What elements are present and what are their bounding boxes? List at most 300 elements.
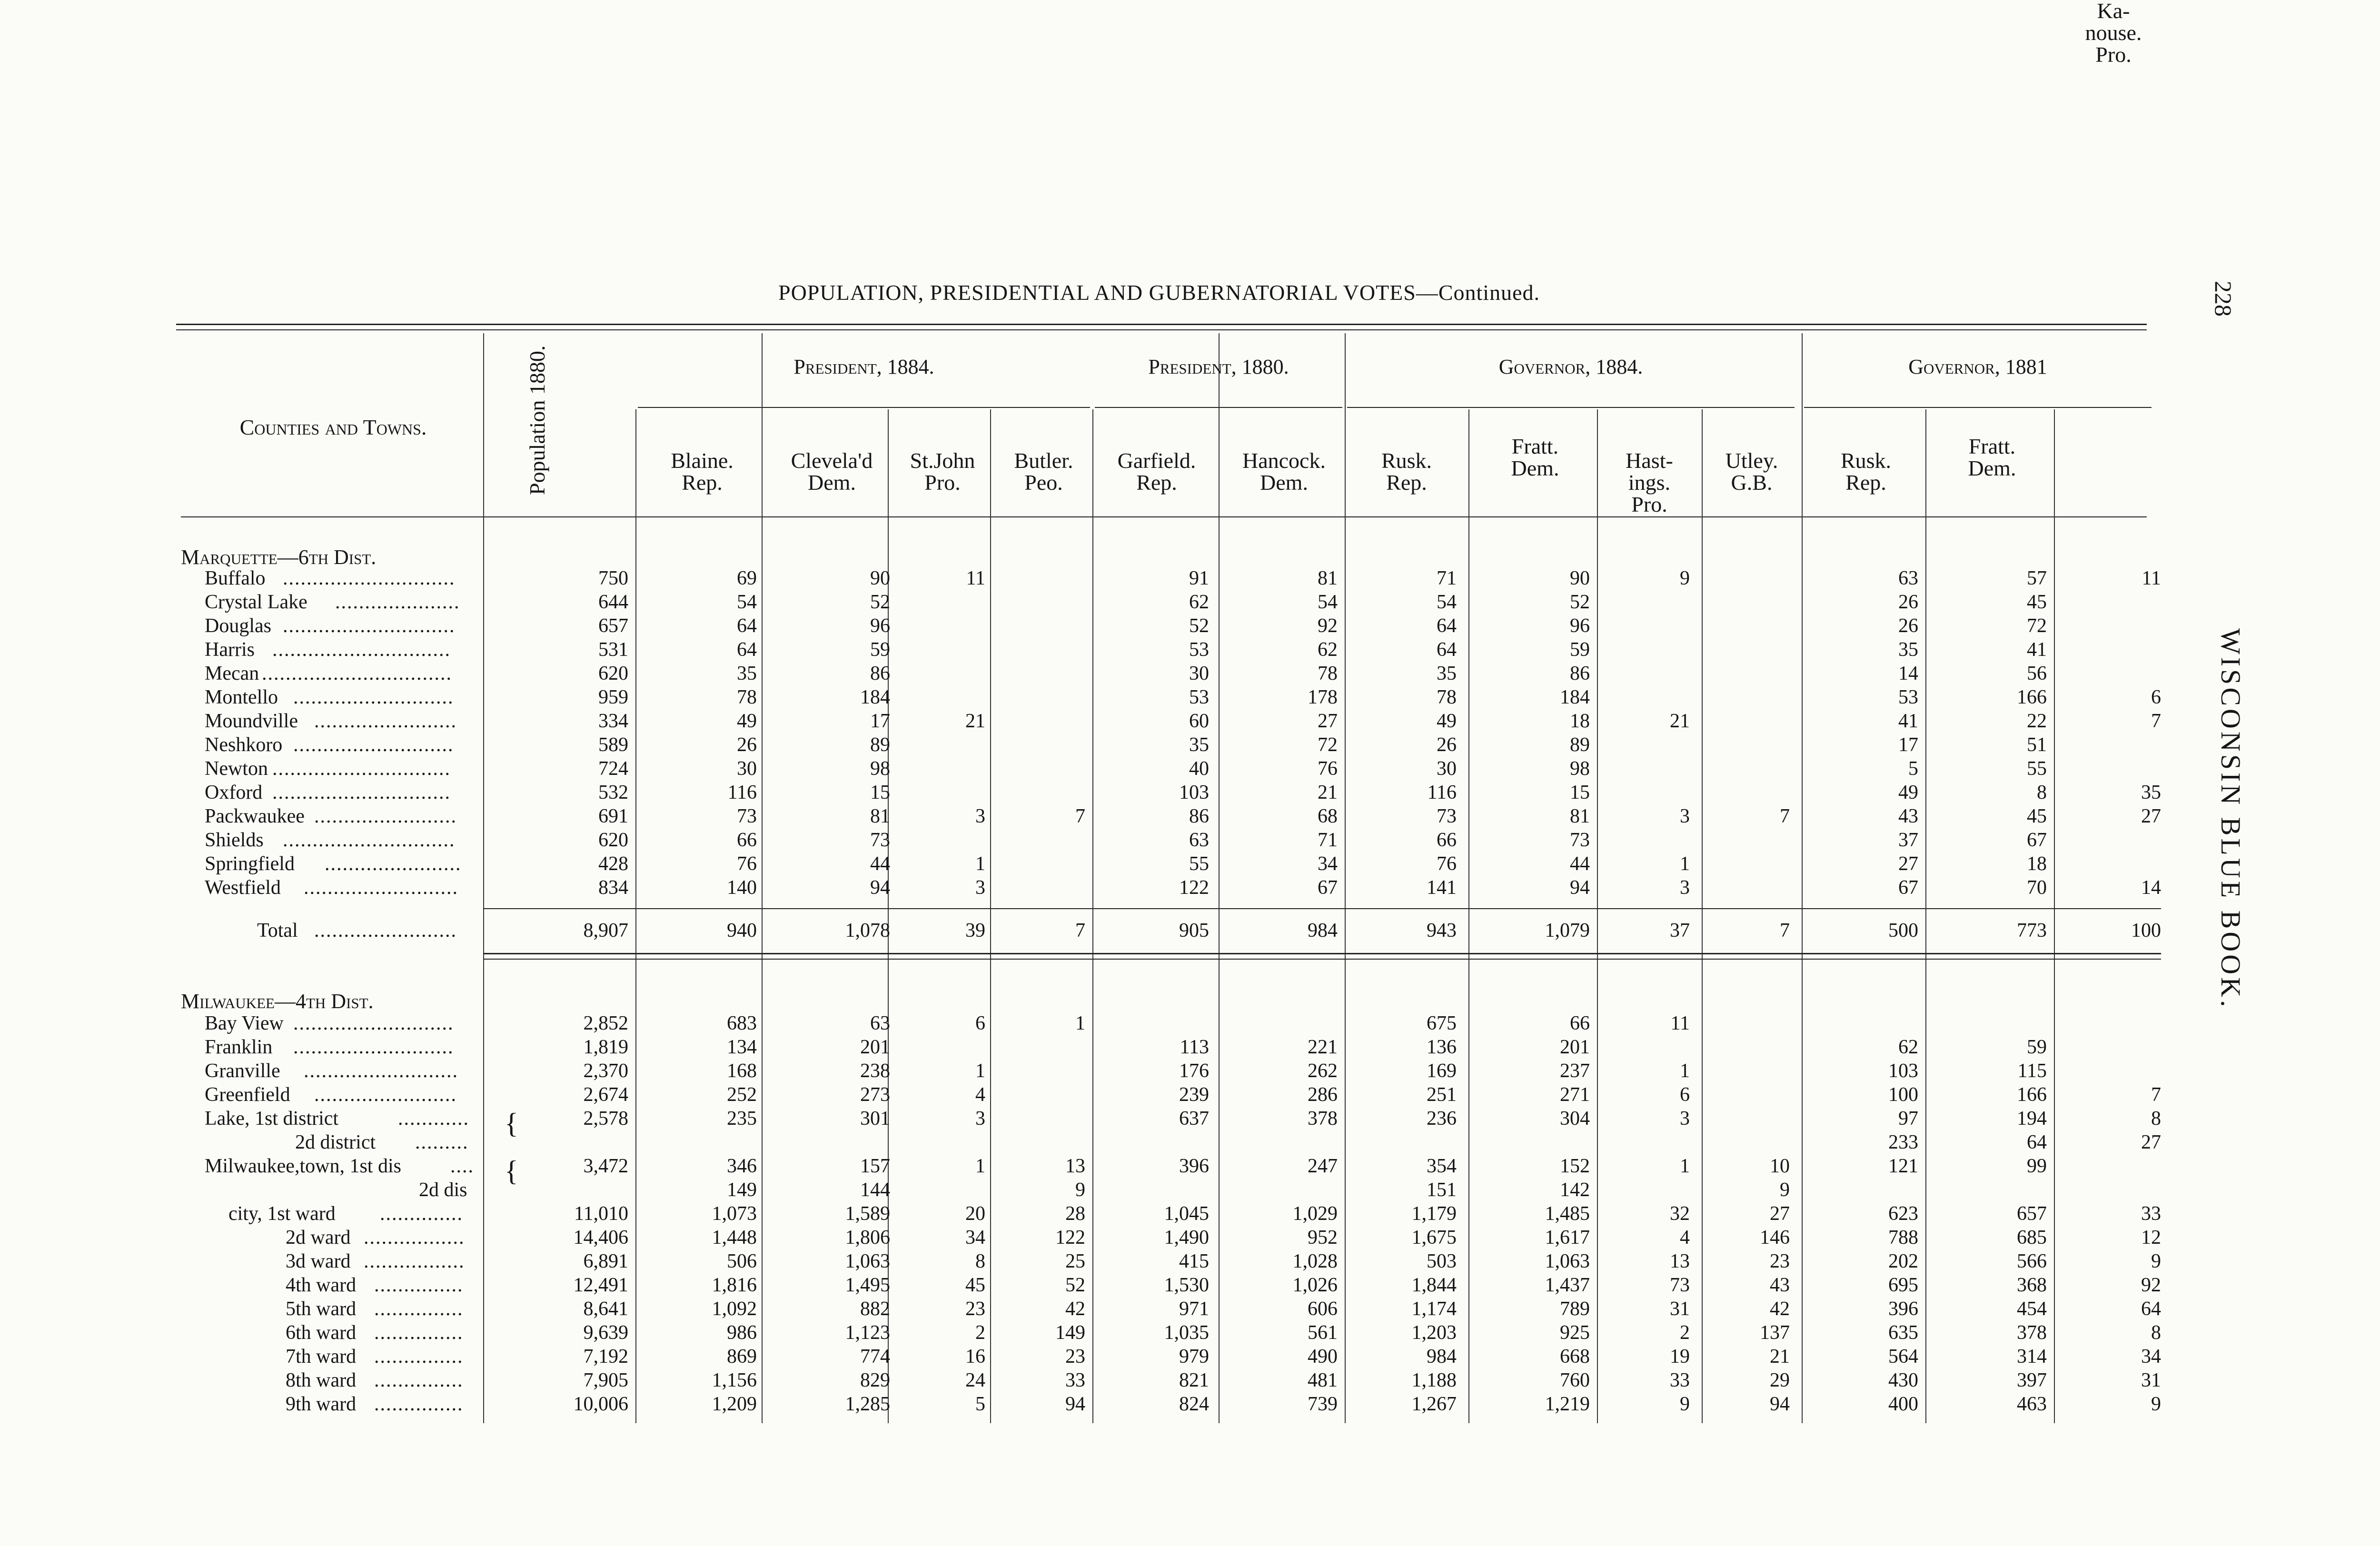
cell-value: 103 <box>1888 1060 1918 1082</box>
cell-value: 73 <box>737 805 757 827</box>
column-header-line: nouse. <box>2085 20 2142 45</box>
row-name: 8th ward <box>286 1369 357 1391</box>
cell-value: 98 <box>870 758 890 780</box>
cell-value: 49 <box>737 710 757 732</box>
table-row <box>0 1202 2380 1226</box>
cell-value: 236 <box>1427 1108 1457 1130</box>
cell-value: 4 <box>1680 1227 1690 1249</box>
cell-value: 7,905 <box>583 1369 628 1391</box>
cell-value: 152 <box>1560 1155 1590 1177</box>
cell-value: 378 <box>2017 1322 2047 1344</box>
column-header-line: Ka- <box>2097 0 2130 23</box>
cell-value: 1,437 <box>1545 1274 1590 1296</box>
cell-value: 149 <box>1055 1322 1085 1344</box>
cell-value: 262 <box>1308 1060 1338 1082</box>
cell-value: 27 <box>2141 805 2161 827</box>
cell-value: 70 <box>2027 877 2047 899</box>
total-rule <box>483 953 2161 954</box>
cell-value: 1,188 <box>1411 1369 1457 1391</box>
cell-value: 2,578 <box>583 1108 628 1130</box>
cell-value: 52 <box>1189 615 1209 637</box>
cell-value: 151 <box>1427 1179 1457 1201</box>
leader-dots: ........................ <box>314 920 457 941</box>
cell-value: 81 <box>1570 805 1590 827</box>
cell-value: 7 <box>1075 805 1085 827</box>
cell-value: 41 <box>1898 710 1918 732</box>
cell-value: 45 <box>2027 805 2047 827</box>
cell-value: 1,219 <box>1545 1393 1590 1415</box>
cell-value: 561 <box>1308 1322 1338 1344</box>
row-brace: { <box>505 1108 518 1139</box>
cell-value: 113 <box>1180 1036 1209 1058</box>
cell-value: 14,406 <box>573 1227 628 1249</box>
cell-value: 3 <box>1680 805 1690 827</box>
cell-value: 59 <box>1570 639 1590 661</box>
cell-value: 943 <box>1427 920 1457 941</box>
leader-dots: ........................ <box>314 1084 457 1106</box>
cell-value: 66 <box>1570 1012 1590 1034</box>
cell-value: 55 <box>1189 853 1209 875</box>
cell-value: 63 <box>1189 829 1209 851</box>
row-name: Lake, 1st district <box>205 1108 339 1130</box>
column-header-line: Butler. <box>1014 448 1073 473</box>
cell-value: 92 <box>2141 1274 2161 1296</box>
cell-value: 685 <box>2017 1227 2047 1249</box>
cell-value: 1,028 <box>1292 1250 1338 1272</box>
cell-value: 3 <box>975 877 985 899</box>
leader-dots: ........................ <box>314 805 457 827</box>
cell-value: 4 <box>975 1084 985 1106</box>
cell-value: 67 <box>2027 829 2047 851</box>
table-row <box>0 1297 2380 1321</box>
column-header-line: St.John <box>910 448 975 473</box>
cell-value: 89 <box>1570 734 1590 756</box>
cell-value: 368 <box>2017 1274 2047 1296</box>
table-row <box>0 590 2380 614</box>
cell-value: 566 <box>2017 1250 2047 1272</box>
row-name: Oxford <box>205 782 263 803</box>
cell-value: 136 <box>1427 1036 1457 1058</box>
cell-value: 17 <box>870 710 890 732</box>
row-name: Westfield <box>205 877 281 899</box>
cell-value: 15 <box>870 782 890 803</box>
cell-value: 94 <box>870 877 890 899</box>
cell-value: 1,209 <box>712 1393 757 1415</box>
cell-value: 166 <box>2017 1084 2047 1106</box>
column-header <box>1804 450 1928 494</box>
leader-dots: ............................. <box>283 615 456 637</box>
column-header-line: Garfield. <box>1117 448 1196 473</box>
cell-value: 1 <box>975 1155 985 1177</box>
cell-value: 116 <box>727 782 757 803</box>
cell-value: 1,174 <box>1411 1298 1457 1320</box>
cell-value: 6,891 <box>583 1250 628 1272</box>
group-rule <box>1804 407 2152 408</box>
cell-value: 94 <box>1065 1393 1085 1415</box>
cell-value: 44 <box>870 853 890 875</box>
cell-value: 55 <box>2027 758 2047 780</box>
cell-value: 829 <box>860 1369 890 1391</box>
cell-value: 14 <box>1898 663 1918 684</box>
cell-value: 21 <box>1318 782 1338 803</box>
cell-value: 78 <box>1318 663 1338 684</box>
column-header-line: Rep. <box>682 470 723 495</box>
row-name: Crystal Lake <box>205 591 307 613</box>
cell-value: 23 <box>1065 1346 1085 1368</box>
cell-value: 773 <box>2017 920 2047 941</box>
cell-value: 7 <box>1780 805 1790 827</box>
top-rule-2 <box>176 329 2147 330</box>
cell-value: 94 <box>1770 1393 1790 1415</box>
cell-value: 354 <box>1427 1155 1457 1177</box>
cell-value: 52 <box>1065 1274 1085 1296</box>
cell-value: 194 <box>2017 1108 2047 1130</box>
cell-value: 1,530 <box>1164 1274 1209 1296</box>
cell-value: 26 <box>1898 615 1918 637</box>
table-row <box>0 1035 2380 1059</box>
cell-value: 789 <box>1560 1298 1590 1320</box>
cell-value: 94 <box>1570 877 1590 899</box>
cell-value: 73 <box>1437 805 1457 827</box>
table-row <box>0 1273 2380 1297</box>
cell-value: 42 <box>1770 1298 1790 1320</box>
leader-dots: ................. <box>364 1250 465 1272</box>
row-name: 5th ward <box>286 1298 357 1320</box>
cell-value: 233 <box>1888 1131 1918 1153</box>
column-header <box>992 450 1095 494</box>
column-header-line: Fratt. <box>1968 434 2016 458</box>
row-name: Total <box>257 920 298 941</box>
cell-value: 176 <box>1179 1060 1209 1082</box>
cell-value: 8 <box>975 1250 985 1272</box>
cell-value: 34 <box>965 1227 985 1249</box>
cell-value: 925 <box>1560 1322 1590 1344</box>
cell-value: 9 <box>1680 1393 1690 1415</box>
cell-value: 314 <box>2017 1346 2047 1368</box>
column-header-line: Dem. <box>1511 456 1559 480</box>
cell-value: 415 <box>1179 1250 1209 1272</box>
total-row <box>0 916 2380 945</box>
cell-value: 166 <box>2017 686 2047 708</box>
cell-value: 346 <box>727 1155 757 1177</box>
cell-value: 500 <box>1888 920 1918 941</box>
row-name: Milwaukee,town, 1st dis <box>205 1155 401 1177</box>
cell-value: 286 <box>1308 1084 1338 1106</box>
cell-value: 739 <box>1308 1393 1338 1415</box>
cell-value: 7 <box>1075 920 1085 941</box>
cell-value: 6 <box>975 1012 985 1034</box>
cell-value: 304 <box>1560 1108 1590 1130</box>
cell-value: 1,816 <box>712 1274 757 1296</box>
cell-value: 69 <box>737 567 757 589</box>
cell-value: 60 <box>1189 710 1209 732</box>
row-name: 3d ward <box>286 1250 351 1272</box>
column-header-line: Pro. <box>2095 42 2132 67</box>
cell-value: 1,035 <box>1164 1322 1209 1344</box>
cell-value: 26 <box>1898 591 1918 613</box>
cell-value: 7 <box>1780 920 1790 941</box>
cell-value: 73 <box>870 829 890 851</box>
column-header-line: Rep. <box>1136 470 1177 495</box>
leader-dots: ....................... <box>325 853 462 875</box>
row-name: 2d district <box>295 1131 376 1153</box>
cell-value: 64 <box>737 639 757 661</box>
cell-value: 1,617 <box>1545 1227 1590 1249</box>
cell-value: 13 <box>1065 1155 1085 1177</box>
leader-dots: .............................. <box>272 758 451 780</box>
row-name: Packwaukee <box>205 805 305 827</box>
cell-value: 81 <box>870 805 890 827</box>
cell-value: 41 <box>2027 639 2047 661</box>
cell-value: 71 <box>1437 567 1457 589</box>
cell-value: 64 <box>1437 639 1457 661</box>
cell-value: 905 <box>1179 920 1209 941</box>
group-rule <box>1347 407 1795 408</box>
cell-value: 1,073 <box>712 1203 757 1225</box>
cell-value: 42 <box>1065 1298 1085 1320</box>
cell-value: 54 <box>737 591 757 613</box>
cell-value: 506 <box>727 1250 757 1272</box>
cell-value: 1,123 <box>845 1322 890 1344</box>
cell-value: 66 <box>737 829 757 851</box>
cell-value: 481 <box>1308 1369 1338 1391</box>
column-header-line: Rusk. <box>1381 448 1432 473</box>
cell-value: 1,485 <box>1545 1203 1590 1225</box>
cell-value: 532 <box>598 782 628 803</box>
cell-value: 64 <box>1437 615 1457 637</box>
cell-value: 239 <box>1179 1084 1209 1106</box>
cell-value: 35 <box>1189 734 1209 756</box>
leader-dots: ........................... <box>293 734 454 756</box>
row-name: 2d ward <box>286 1227 351 1249</box>
cell-value: 81 <box>1318 567 1338 589</box>
cell-value: 750 <box>598 567 628 589</box>
counties-header: Counties and Towns. <box>239 415 427 439</box>
cell-value: 137 <box>1760 1322 1790 1344</box>
leader-dots: ............... <box>374 1346 464 1368</box>
cell-value: 952 <box>1308 1227 1338 1249</box>
cell-value: 19 <box>1670 1346 1690 1368</box>
row-name: 2d dis <box>419 1179 467 1201</box>
cell-value: 8,641 <box>583 1298 628 1320</box>
cell-value: 490 <box>1308 1346 1338 1368</box>
cell-value: 142 <box>1560 1179 1590 1201</box>
cell-value: 1,589 <box>845 1203 890 1225</box>
cell-value: 1,092 <box>712 1298 757 1320</box>
cell-value: 18 <box>2027 853 2047 875</box>
cell-value: 23 <box>1770 1250 1790 1272</box>
leader-dots: ............................. <box>283 829 456 851</box>
table-row <box>0 1345 2380 1368</box>
cell-value: 13 <box>1670 1250 1690 1272</box>
cell-value: 657 <box>598 615 628 637</box>
column-header <box>1221 450 1347 494</box>
cell-value: 27 <box>1898 853 1918 875</box>
cell-value: 1,844 <box>1411 1274 1457 1296</box>
cell-value: 51 <box>2027 734 2047 756</box>
row-name: Bay View <box>205 1012 284 1034</box>
cell-value: 86 <box>870 663 890 684</box>
row-name: 4th ward <box>286 1274 357 1296</box>
column-header <box>1095 450 1219 494</box>
cell-value: 238 <box>860 1060 890 1082</box>
cell-value: 3 <box>975 1108 985 1130</box>
table-row <box>0 804 2380 828</box>
column-header-line: Dem. <box>1968 456 2016 480</box>
cell-value: 821 <box>1179 1369 1209 1391</box>
cell-value: 149 <box>727 1179 757 1201</box>
cell-value: 115 <box>2017 1060 2047 1082</box>
cell-value: 169 <box>1427 1060 1457 1082</box>
cell-value: 397 <box>2017 1369 2047 1391</box>
cell-value: 100 <box>2131 920 2161 941</box>
cell-value: 7 <box>2151 1084 2161 1106</box>
row-name: Neshkoro <box>205 734 283 756</box>
cell-value: 66 <box>1437 829 1457 851</box>
table-row <box>0 1107 2380 1130</box>
cell-value: 430 <box>1888 1369 1918 1391</box>
row-name: Shields <box>205 829 264 851</box>
cell-value: 23 <box>965 1298 985 1320</box>
cell-value: 201 <box>860 1036 890 1058</box>
group-rule <box>638 407 1090 408</box>
cell-value: 237 <box>1560 1060 1590 1082</box>
cell-value: 52 <box>870 591 890 613</box>
column-header-line: Pro. <box>924 470 961 495</box>
cell-value: 940 <box>727 920 757 941</box>
cell-value: 35 <box>2141 782 2161 803</box>
cell-value: 122 <box>1055 1227 1085 1249</box>
cell-value: 168 <box>727 1060 757 1082</box>
row-name: city, 1st ward <box>228 1203 336 1225</box>
table-row <box>0 1392 2380 1416</box>
cell-value: 16 <box>965 1346 985 1368</box>
cell-value: 8 <box>2151 1322 2161 1344</box>
cell-value: 54 <box>1437 591 1457 613</box>
cell-value: 76 <box>1437 853 1457 875</box>
table-row <box>0 638 2380 662</box>
leader-dots: ................................ <box>262 663 452 684</box>
cell-value: 1 <box>1680 1155 1690 1177</box>
column-header <box>764 450 900 494</box>
cell-value: 76 <box>1318 758 1338 780</box>
cell-value: 334 <box>598 710 628 732</box>
leader-dots: .... <box>450 1155 474 1177</box>
cell-value: 71 <box>1318 829 1338 851</box>
cell-value: 1,079 <box>1545 920 1590 941</box>
row-name: Greenfield <box>205 1084 290 1106</box>
cell-value: 9 <box>1680 567 1690 589</box>
cell-value: 637 <box>1179 1108 1209 1130</box>
cell-value: 21 <box>1770 1346 1790 1368</box>
table-row <box>0 1226 2380 1249</box>
cell-value: 2,852 <box>583 1012 628 1034</box>
column-header-line: Dem. <box>1260 470 1308 495</box>
header-bottom-rule <box>181 516 2147 517</box>
leader-dots: ........................... <box>293 686 454 708</box>
cell-value: 9 <box>2151 1250 2161 1272</box>
leader-dots: ........................ <box>314 710 457 732</box>
cell-value: 39 <box>965 920 985 941</box>
cell-value: 6 <box>1680 1084 1690 1106</box>
table-row <box>0 1059 2380 1083</box>
cell-value: 68 <box>1318 805 1338 827</box>
cell-value: 15 <box>1570 782 1590 803</box>
cell-value: 675 <box>1427 1012 1457 1034</box>
cell-value: 32 <box>1670 1203 1690 1225</box>
table-row <box>0 1178 2380 1202</box>
cell-value: 10 <box>1770 1155 1790 1177</box>
cell-value: 11 <box>2142 567 2161 589</box>
cell-value: 1,495 <box>845 1274 890 1296</box>
cell-value: 20 <box>965 1203 985 1225</box>
leader-dots: ............................. <box>283 567 456 589</box>
column-header <box>1599 450 1699 515</box>
cell-value: 2 <box>975 1322 985 1344</box>
cell-value: 91 <box>1189 567 1209 589</box>
cell-value: 122 <box>1179 877 1209 899</box>
page-number: 228 <box>2210 281 2237 317</box>
cell-value: 34 <box>2141 1346 2161 1368</box>
cell-value: 56 <box>2027 663 2047 684</box>
cell-value: 1,156 <box>712 1369 757 1391</box>
cell-value: 1,045 <box>1164 1203 1209 1225</box>
cell-value: 26 <box>1437 734 1457 756</box>
cell-value: 9 <box>2151 1393 2161 1415</box>
column-header-line: Dem. <box>808 470 856 495</box>
cell-value: 78 <box>737 686 757 708</box>
cell-value: 37 <box>1898 829 1918 851</box>
cell-value: 2,674 <box>583 1084 628 1106</box>
cell-value: 273 <box>860 1084 890 1106</box>
cell-value: 53 <box>1189 639 1209 661</box>
leader-dots: ......... <box>415 1131 469 1153</box>
row-name: Harris <box>205 639 255 661</box>
column-header <box>638 450 766 494</box>
row-name: Springfield <box>205 853 295 875</box>
row-name: Buffalo <box>205 567 266 589</box>
table-row <box>0 614 2380 638</box>
cell-value: 184 <box>860 686 890 708</box>
total-rule <box>483 908 2161 909</box>
leader-dots: ............... <box>374 1274 464 1296</box>
cell-value: 90 <box>870 567 890 589</box>
cell-value: 396 <box>1888 1298 1918 1320</box>
cell-value: 52 <box>1570 591 1590 613</box>
leader-dots: .............................. <box>272 639 451 661</box>
cell-value: 635 <box>1888 1322 1918 1344</box>
leader-dots: .......................... <box>304 877 458 899</box>
cell-value: 33 <box>1065 1369 1085 1391</box>
cell-value: 428 <box>598 853 628 875</box>
cell-value: 30 <box>1437 758 1457 780</box>
cell-value: 21 <box>1670 710 1690 732</box>
cell-value: 22 <box>2027 710 2047 732</box>
cell-value: 252 <box>727 1084 757 1106</box>
table-row <box>0 852 2380 876</box>
cell-value: 1 <box>1680 1060 1690 1082</box>
table-row <box>0 1321 2380 1345</box>
cell-value: 49 <box>1898 782 1918 803</box>
cell-value: 97 <box>1898 1108 1918 1130</box>
table-row <box>0 1154 2380 1178</box>
leader-dots: ................. <box>364 1227 465 1249</box>
column-header <box>1347 450 1466 494</box>
cell-value: 1,026 <box>1292 1274 1338 1296</box>
column-header-line: Hast- <box>1626 448 1673 473</box>
cell-value: 30 <box>1189 663 1209 684</box>
cell-value: 92 <box>1318 615 1338 637</box>
